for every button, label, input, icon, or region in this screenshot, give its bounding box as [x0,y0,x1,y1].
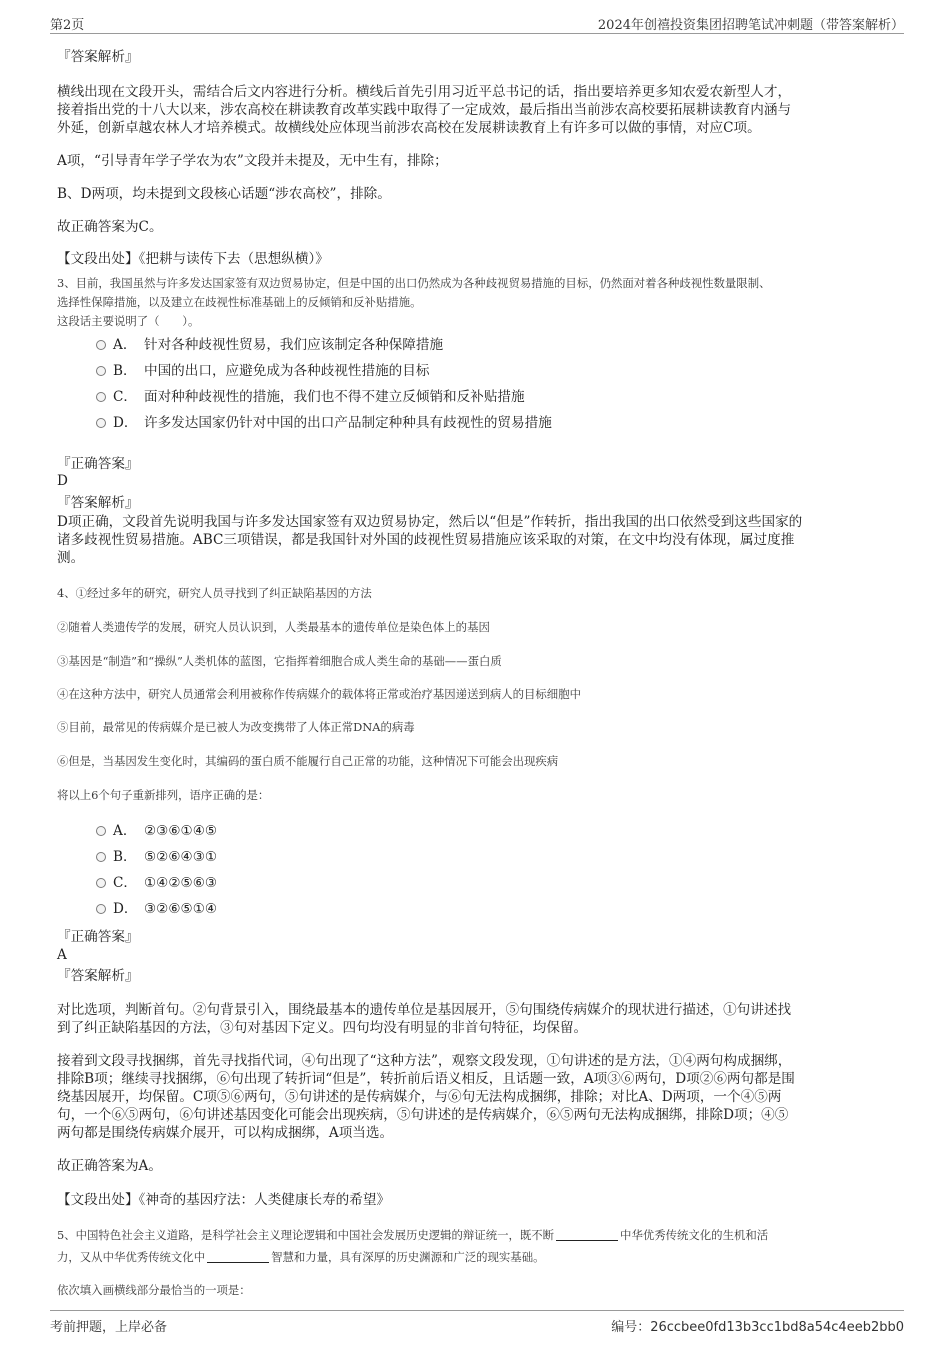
q2-conclusion: 故正确答案为C。 [57,219,163,235]
q5-prompt: 依次填入画横线部分最恰当的一项是： [57,1283,251,1297]
q3-analysis-title: 『答案解析』 [57,495,139,511]
q3-answer: D [57,473,68,489]
radio-icon[interactable] [96,852,106,862]
q4-analysis-line: 对比选项，判断首句。②句背景引入，围绕最基本的遗传单位是基因展开，⑤句围绕传病媒介的现状进行描述，①句讲述找 [57,1002,792,1018]
q2-analysis-line: 外延，创新卓越农林人才培养模式。故横线处应体现当前涉农高校在发展耕读教育上有许多可以做的事情，对应C项。 [57,120,761,136]
q5-stem-line: 力，又从中华优秀传统文化中 智慧和力量，具有深厚的历史渊源和广泛的现实基础。 [57,1250,545,1264]
q2-a-note: A项，“引导青年学子学农为农”文段并未提及，无中生有，排除； [57,153,448,169]
radio-icon[interactable] [96,904,106,914]
q4-option-d[interactable]: D． ③②⑥⑤①④ [96,900,217,918]
q4-analysis-line: 到了纠正缺陷基因的方法，③句对基因下定义。四句均没有明显的非首句特征，均保留。 [57,1020,588,1036]
q4-option-b[interactable]: B． ⑤②⑥④③① [96,848,217,866]
q4-conclusion: 故正确答案为A。 [57,1158,162,1174]
q4-analysis-line: 绕基因展开，均保留。C项⑤⑥两句，⑤句讲述的是传病媒介，与⑥句无法构成捆绑，排除；对比A、D两项，一个④⑤两 [57,1089,782,1105]
radio-icon[interactable] [96,392,106,402]
q4-sentence: ⑤目前，最常见的传病媒介是已被人为改变携带了人体正常DNA的病毒 [57,720,415,734]
q2-analysis-line: 横线出现在文段开头，需结合后文内容进行分析。横线后首先引用习近平总书记的话，指出要培养更多知农爱农新型人才， [57,84,792,100]
q3-analysis-line: D项正确，文段首先说明我国与许多发达国家签有双边贸易协定，然后以“但是”作转折，指出我国的出口依然受到这些国家的 [57,514,803,530]
q4-analysis-line: 排除B项；继续寻找捆绑，⑥句出现了转折词“但是”，转折前后语义相反，且话题一致，A项③⑥两句，D项②⑥两句都是围 [57,1071,795,1087]
q3-stem-line: 3、目前，我国虽然与许多发达国家签有双边贸易协定，但是中国的出口仍然成为各种歧视贸易措施的目标，仍然面对着各种歧视性数量限制、 [57,276,771,290]
q4-answer: A [57,947,67,963]
q3-analysis-line: 诸多歧视性贸易措施。ABC三项错误，都是我国针对外国的歧视性贸易措施应该采取的对策，在文中均没有体现，属过度推 [57,532,795,548]
q2-analysis-title: 『答案解析』 [57,49,139,65]
q4-option-c[interactable]: C． ①④②⑤⑥③ [96,874,217,892]
fill-blank [207,1251,269,1263]
q4-sentence: ④在这种方法中，研究人员通常会利用被称作传病媒介的载体将正常或治疗基因递送到病人的目标细胞中 [57,687,581,701]
q2-analysis-line: 接着指出党的十八大以来，涉农高校在耕读教育改革实践中取得了一定成效，最后指出当前涉农高校要拓展耕读教育内涵与 [57,102,792,118]
footer-slogan: 考前押题，上岸必备 [50,1320,168,1335]
footer-code: 编号：26ccbee0fd13b3cc1bd8a54c4eeb2bb0 [611,1320,904,1335]
q3-stem-line: 这段话主要说明了（ ）。 [57,314,200,328]
radio-icon[interactable] [96,366,106,376]
q4-analysis-line: 句，一个⑥⑤两句，⑥句讲述基因变化可能会出现疾病，⑤句讲述的是传病媒介，⑥⑤两句无法构成捆绑，排除D项；④⑤ [57,1107,789,1123]
q2-bd-note: B、D两项，均未提到文段核心话题“涉农高校”，排除。 [57,186,391,202]
q4-sentence: 4、①经过多年的研究，研究人员寻找到了纠正缺陷基因的方法 [57,586,372,600]
q3-option-d[interactable]: D． 许多发达国家仍针对中国的出口产品制定种种具有歧视性的贸易措施 [96,414,552,432]
q4-analysis-title: 『答案解析』 [57,968,139,984]
document-title: 2024年创禧投资集团招聘笔试冲刺题（带答案解析） [597,18,904,33]
q4-source: 【文段出处】《神奇的基因疗法：人类健康长寿的希望》 [57,1192,391,1208]
radio-icon[interactable] [96,826,106,836]
q3-option-c[interactable]: C． 面对种种歧视性的措施，我们也不得不建立反倾销和反补贴措施 [96,388,525,406]
page-header [50,12,904,34]
q4-prompt: 将以上6个句子重新排列，语序正确的是： [57,788,270,802]
q3-option-a[interactable]: A． 针对各种歧视性贸易，我们应该制定各种保障措施 [96,336,443,354]
q4-analysis-line: 两句都是围绕传病媒介展开，可以构成捆绑，A项当选。 [57,1125,394,1141]
q3-stem-line: 选择性保障措施，以及建立在歧视性标准基础上的反倾销和反补贴措施。 [57,295,422,309]
q3-option-b[interactable]: B． 中国的出口，应避免成为各种歧视性措施的目标 [96,362,429,380]
q4-option-a[interactable]: A． ②③⑥①④⑤ [96,822,217,840]
q4-answer-title: 『正确答案』 [57,929,139,945]
page-number: 第2页 [50,18,85,33]
fill-blank [556,1229,618,1241]
q3-answer-title: 『正确答案』 [57,456,139,472]
radio-icon[interactable] [96,878,106,888]
q4-sentence: ②随着人类遗传学的发展，研究人员认识到，人类最基本的遗传单位是染色体上的基因 [57,620,490,634]
radio-icon[interactable] [96,340,106,350]
radio-icon[interactable] [96,418,106,428]
q4-sentence: ⑥但是，当基因发生变化时，其编码的蛋白质不能履行自己正常的功能，这种情况下可能会出现疾病 [57,754,559,768]
q5-stem-line: 5、中国特色社会主义道路，是科学社会主义理论逻辑和中国社会发展历史逻辑的辩证统一，既不断 中华优秀传统文化的生机和活 [57,1228,769,1242]
q2-source: 【文段出处】《把耕与读传下去（思想纵横）》 [57,251,329,267]
q3-analysis-line: 测。 [57,550,85,566]
q4-analysis-line: 接着到文段寻找捆绑，首先寻找指代词，④句出现了“这种方法”，观察文段发现，①句讲述的是方法，①④两句构成捆绑， [57,1053,792,1069]
page-footer [50,1310,904,1334]
q4-sentence: ③基因是“制造”和“操纵”人类机体的蓝图，它指挥着细胞合成人类生命的基础——蛋白质 [57,654,502,668]
